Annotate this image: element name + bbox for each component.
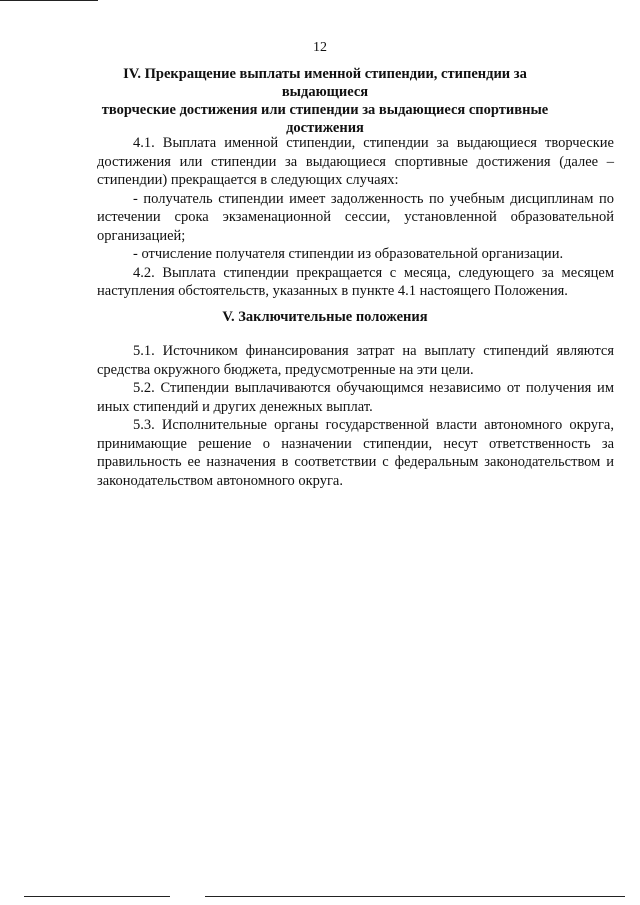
section-4-title-line-2: творческие достижения или стипендии за выдающиеся спортивные — [101, 102, 549, 118]
scan-edge-line-bottom-right — [205, 896, 625, 897]
paragraph-4-2: 4.2. Выплата стипендии прекращается с месяца, следующего за месяцем наступления обстоятельств, указанных в пункте 4.1 настоящего Положения. — [97, 264, 614, 299]
section-4-title-line-1: IV. Прекращение выплаты именной стипендии, стипендии за выдающиеся — [123, 66, 527, 100]
list-item-debt: - получатель стипендии имеет задолженность по учебным дисциплинам по истечении срока экзаменационной сессии, установленной образовательной организацией; — [97, 190, 614, 244]
paragraph-4-1: 4.1. Выплата именной стипендии, стипендии за выдающиеся творческие достижения или стипендии за выдающиеся спортивные достижения (далее – стипендии) прекращается в следующих случаях: — [97, 135, 614, 188]
section-4-title-line-3: достижения — [286, 120, 364, 136]
section-5-body — [97, 342, 614, 490]
page-number: 12 — [313, 40, 327, 55]
scan-edge-line-top — [0, 0, 98, 1]
section-5-title: V. Заключительные положения — [222, 309, 428, 325]
section-4-title — [80, 65, 570, 137]
list-item-expulsion: - отчисление получателя стипендии из образовательной организации. — [133, 246, 564, 262]
paragraph-5-2: 5.2. Стипендии выплачиваются обучающимся независимо от получения им иных стипендий и других денежных выплат. — [97, 380, 614, 415]
section-4-body — [97, 134, 614, 301]
scan-edge-line-bottom-left — [24, 896, 170, 897]
paragraph-5-1: 5.1. Источником финансирования затрат на выплату стипендий являются средства окружного бюджета, предусмотренные на эти цели. — [97, 343, 614, 378]
paragraph-5-3: 5.3. Исполнительные органы государственной власти автономного округа, принимающие решение о назначении стипендии, несут ответственность за правильность ее назначения в соответствии с федеральным законодательством и законодательством автономного округа. — [97, 417, 614, 489]
